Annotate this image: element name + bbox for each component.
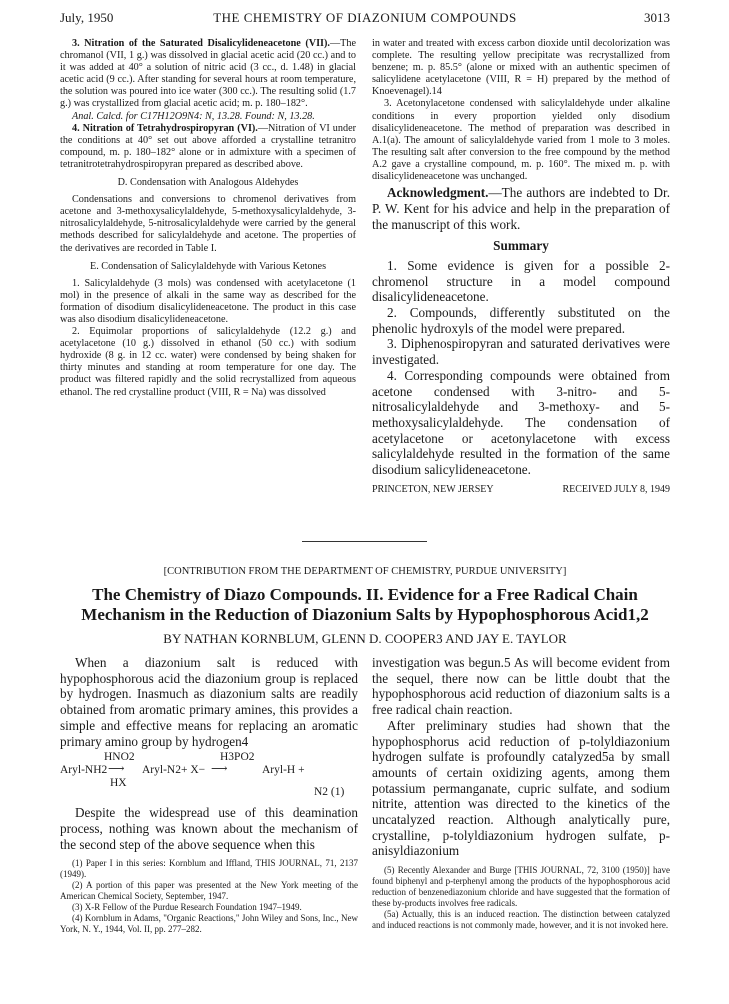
reaction-arrow-1: ⟶ — [108, 763, 125, 776]
eq-reactant: Aryl-NH2 — [60, 764, 108, 777]
acknowledgment-body: —The authors are indebted to Dr. P. W. Kent for his advice and help in the preparation of the manuscript of this work. — [372, 185, 670, 232]
footnote-5a: (5a) Actually, this is an induced reaction. The distinction between catalyzed and induced reactions is not commonly made, however, and it is not invoked here. — [372, 909, 670, 931]
paragraph-body: —The chromanol (VII, 1 g.) was dissolved in glacial acetic acid (20 cc.) and to it was added at 40° a solution of nitric acid (3 cc., d. 1.48) in glacial acetic acid (9 cc.). After standing for several hours at room temperature, the solution was poured into ice water (300 cc.). The resulting solid (1.7 g.) was crystallized from glacial acetic acid; m. p. 180–182°. — [60, 38, 356, 110]
paragraph-e2: 2. Equimolar proportions of salicylaldehyde (12.2 g.) and acetylacetone (10 g.) dissolved in ethanol (50 cc.) with sodium hydroxide (8 g. in 12 cc. water) were condensed by being shaken for thirty minutes and standing at room temperature for one day. The product was filtered rapidly and the solid recrystallized from aqueous ethanol. The red crystalline product (VIII, R = Na) was dissolved — [60, 326, 356, 398]
footnote-1: (1) Paper I in this series: Kornblum and Iffland, THIS JOURNAL, 71, 2137 (1949). — [60, 858, 358, 880]
contribution-note: [CONTRIBUTION FROM THE DEPARTMENT OF CHEMISTRY, PURDUE UNIVERSITY] — [163, 566, 567, 577]
received-date: RECEIVED JULY 8, 1949 — [562, 483, 670, 495]
footnotes-left — [60, 858, 358, 935]
paragraph-section-d: Condensations and conversions to chromenol derivatives from acetone and 3-methoxysalicylaldehyde, 5-methoxysalicylaldehyde, 3-nitrosalicylaldehyde, 5-nitrosalicylaldehyde were carried by the general methods described for salicylaldehyde and acetone. The properties of the derivatives are recorded in Table I. — [60, 194, 356, 254]
right-column-bottom — [372, 655, 670, 931]
location: PRINCETON, NEW JERSEY — [372, 483, 494, 495]
article-divider — [302, 541, 427, 542]
paragraph-r1: investigation was begun.5 As will become evident from the sequel, there now can be little doubt that the hypophosphorous acid reduction of diazonium salts is a free radical chain reaction. — [372, 655, 670, 718]
reaction-equation — [60, 751, 358, 799]
acknowledgment-heading: Acknowledgment. — [387, 185, 489, 201]
paragraph-nitration-4 — [60, 123, 356, 171]
eq-nitrogen: N2 (1) — [314, 786, 345, 799]
page-number: 3013 — [644, 10, 670, 25]
reaction-arrow-2: ⟶ — [211, 763, 228, 776]
header-date: July, 1950 — [60, 10, 114, 25]
paragraph-nitration-3 — [60, 38, 356, 111]
section-e-heading: E. Condensation of Salicylaldehyde with Various Ketones — [89, 260, 327, 272]
header-title: THE CHEMISTRY OF DIAZONIUM COMPOUNDS — [213, 10, 517, 25]
footnotes-right — [372, 865, 670, 931]
summary-item-1: 1. Some evidence is given for a possible 2-chromenol structure in a model compound disalicylideneacetone. — [372, 257, 670, 305]
paragraph-continued: in water and treated with excess carbon dioxide until decolorization was complete. The resulting yellow precipitate was recrystallized from benzene; m. p. 85.5° (alone or mixed with an authentic specimen of salicylidene acetylacetone (VIII, R = H) prepared by the method of Knoevenagel).14 — [372, 38, 670, 98]
paragraph-r2: After preliminary studies had shown that the hypophosphorus acid reduction of p-tolyldiazonium hydrogen sulfate is profoundly catalyzed5a by small amounts of certain oxidizing agents, among them potassium permanganate, cupric sulfate, and sodium nitrite, attention was directed to the kinetics of the uncatalyzed reaction. Although analytically pure, crystalline, p-tolyldiazonium hydrogen sulfate, p-anisyldiazonium — [372, 717, 670, 859]
right-column-top — [372, 38, 670, 495]
paragraph-2: Despite the widespread use of this deamination process, nothing was known about the mechanism of the second step of the above sequence when this — [60, 805, 358, 852]
footnote-5: (5) Recently Alexander and Burge [THIS JOURNAL, 72, 3100 (1950)] have found biphenyl and p-terphenyl among the products of the hypophosphorous acid reduction of benzenediazonium chloride and have suggested that the formation of these by-products involves free radicals. — [372, 865, 670, 909]
left-column-top — [60, 38, 356, 399]
eq-intermediate: Aryl-N2+ X− — [142, 764, 206, 777]
footnote-2: (2) A portion of this paper was presented at the New York meeting of the American Chemical Society, September, 1947. — [60, 880, 358, 902]
paragraph-r3: 3. Acetonylacetone condensed with salicylaldehyde under alkaline conditions in every proportion yielded only disodium disalicylideneacetone. The method of preparation was described in A.1(a). The amount of salicylaldehyde varied from 1 mole to 3 moles. The resulting salt after conversion to the free compound by the method A.2 gave a crystalline compound, m. p. 160°. The mixed m. p. with disalicylideneacetone was unchanged. — [372, 98, 670, 183]
footnote-3: (3) X-R Fellow of the Purdue Research Foundation 1947–1949. — [72, 902, 302, 913]
left-column-bottom — [60, 655, 358, 935]
summary-item-3: 3. Diphenospiropyran and saturated derivatives were investigated. — [372, 336, 670, 368]
running-header — [60, 10, 670, 30]
intro-paragraph: When a diazonium salt is reduced with hypophosphorous acid the diazonium group is replaced by hydrogen. Inasmuch as diazonium salts are readily obtained from aromatic primary amines, this provides a simple and effective means for replacing an aromatic primary amino group by hydrogen4 — [60, 655, 358, 749]
received-line — [372, 484, 670, 495]
analysis-line: Anal. Calcd. for C17H12O9N4: N, 13.28. Found: N, 13.28. — [72, 110, 315, 122]
paragraph-body: —Nitration of VI under the conditions at 40° set out above afforded a crystalline tetranitro compound, m. p. 180–182° alone or in admixture with a specimen of tetranitrotetrahydrospiropyran prepared as described above. — [60, 122, 357, 170]
reagent-hno2: HNO2 — [104, 751, 135, 764]
eq-product: Aryl-H + — [262, 764, 305, 777]
section-d-heading: D. Condensation with Analogous Aldehydes — [117, 177, 299, 189]
paragraph-heading: 4. Nitration of Tetrahydrospiropyran (VI). — [72, 122, 258, 134]
author-byline: BY NATHAN KORNBLUM, GLENN D. COOPER3 AND JAY E. TAYLOR — [163, 631, 567, 646]
article-title-line-1: The Chemistry of Diazo Compounds. II. Evidence for a Free Radical Chain — [92, 585, 638, 604]
paragraph-e1: 1. Salicylaldehyde (3 mols) was condensed with acetylacetone (1 mol) in the presence of alkali in the same way as described for the formation of disodium disalicylideneacetone. The product in this case was also disodium disalicylideneacetone. — [60, 277, 356, 325]
footnote-4: (4) Kornblum in Adams, "Organic Reactions," John Wiley and Sons, Inc., New York, N. Y., 1944, Vol. II, pp. 277–282. — [60, 913, 358, 935]
summary-heading: Summary — [493, 238, 549, 254]
summary-item-4: 4. Corresponding compounds were obtained from acetone condensed with 3-nitro- and 5-nitrosalicylaldehyde and 3-methoxy- and 5-methoxysalicylaldehyde. The condensation of acetylacetone or acetonylacetone with excess salicylaldehyde resulted in the formation of the same disodium salicylideneacetone. — [372, 367, 670, 478]
article-title-line-2: Mechanism in the Reduction of Diazonium Salts by Hypophosphorous Acid1,2 — [81, 605, 649, 624]
reagent-h3po2: H3PO2 — [220, 751, 255, 764]
acknowledgment — [372, 185, 670, 232]
summary-item-2: 2. Compounds, differently substituted on the phenolic hydroxyls of the model were prepared. — [372, 305, 670, 336]
paragraph-heading: 3. Nitration of the Saturated Disalicylideneacetone (VII). — [72, 38, 330, 49]
reagent-hx: HX — [110, 777, 127, 790]
